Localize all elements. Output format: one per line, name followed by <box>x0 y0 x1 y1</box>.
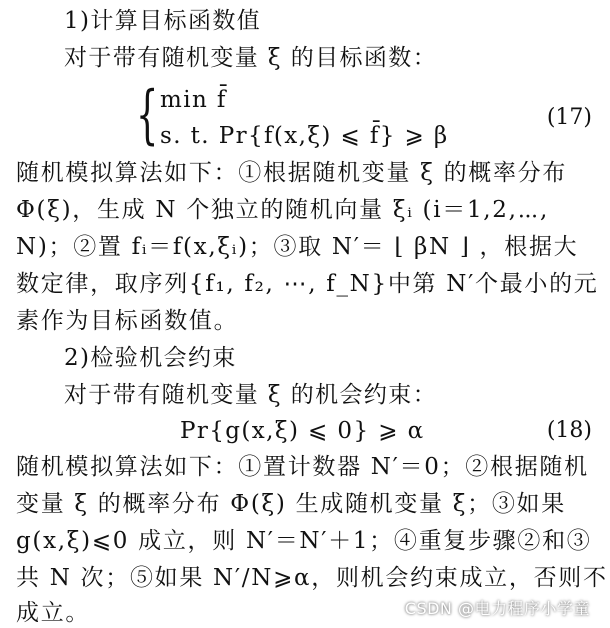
section-2-paragraph-line: 随机模拟算法如下：①置计数器 N′＝0；②根据随机 <box>16 454 589 480</box>
csdn-watermark: CSDN @电力程序小学童 <box>404 599 590 618</box>
equation-17-objective: min f̄ <box>160 87 227 113</box>
equation-18-label: (18) <box>546 418 592 443</box>
equation-17-brace: { <box>136 78 159 152</box>
equation-17-label: (17) <box>546 105 592 130</box>
section-2-intro: 对于带有随机变量 ξ 的机会约束： <box>64 382 438 408</box>
section-1-paragraph-line: N)；②置 fᵢ＝f(x,ξᵢ)；③取 N′＝ ⌊ βN ⌋ ，根据大 <box>16 234 579 260</box>
section-2-paragraph-line: 变量 ξ 的概率分布 Φ(ξ) 生成随机变量 ξ；③如果 <box>16 491 566 517</box>
section-2-paragraph-line: 成立。 <box>16 600 91 626</box>
section-1-paragraph-line: 素作为目标函数值。 <box>16 308 239 334</box>
section-2-paragraph-line: g(x,ξ)⩽0 成立，则 N′＝N′＋1；④重复步骤②和③ <box>16 528 592 554</box>
equation-17-constraint: s. t. Pr{f(x,ξ) ⩽ f̄} ⩾ β <box>160 123 449 149</box>
section-1-paragraph-line: 数定律，取序列{f₁, f₂, ⋯, f_N}中第 N′个最小的元 <box>16 271 599 297</box>
section-2-heading: 2)检验机会约束 <box>64 345 237 371</box>
section-1-intro: 对于带有随机变量 ξ 的目标函数： <box>64 45 438 71</box>
section-1-paragraph-line: Φ(ξ)，生成 N 个独立的随机向量 ξᵢ (i＝1,2,⋯, <box>16 197 550 223</box>
section-1-heading: 1)计算目标函数值 <box>64 8 262 34</box>
section-2-paragraph-line: 共 N 次；⑤如果 N′/N⩾α，则机会约束成立，否则不 <box>16 565 608 591</box>
section-1-paragraph-line: 随机模拟算法如下：①根据随机变量 ξ 的概率分布 <box>16 160 568 186</box>
equation-18: Pr{g(x,ξ) ⩽ 0} ⩾ α <box>180 418 425 444</box>
